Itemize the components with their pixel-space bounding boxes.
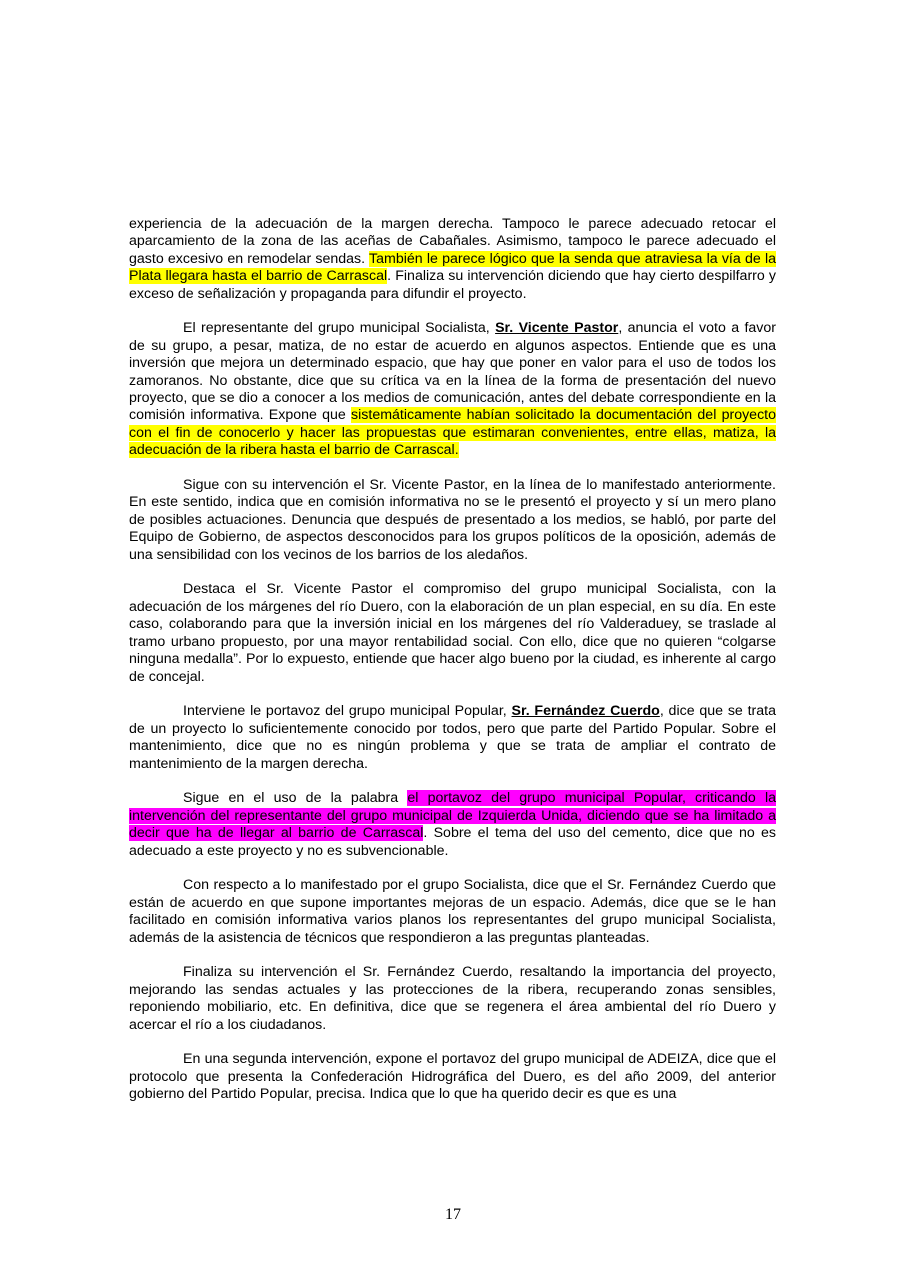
paragraph-7: Con respecto a lo manifestado por el grupo Socialista, dice que el Sr. Fernández Cuerdo que están de acuerdo en que supone importantes mejoras de un espacio. Además, dice que se le han facilitado en comisión informativa varios planos los representantes del grupo municipal Socialista, además de la asistencia de técnicos que respondieron a las preguntas planteadas. bbox=[129, 877, 776, 946]
paragraph-1 bbox=[129, 216, 776, 303]
page-number: 17 bbox=[445, 1206, 461, 1223]
highlighted-text: sistemáticamente habían solicitado la documentación del proyecto con el fin de conocerlo y hacer las propuestas que estimaran convenientes, entre ellas, matiza, la adecuación de la ribera hasta el barrio de Carrascal. bbox=[129, 407, 776, 459]
paragraph-text: . Finaliza su intervención diciendo que hay cierto despilfarro y exceso de señalización y propaganda para difundir el proyecto. bbox=[129, 268, 776, 302]
paragraph-text: El representante del grupo municipal Socialista, bbox=[183, 320, 496, 337]
paragraph-text: , anuncia el voto a favor de su grupo, a pesar, matiza, de no estar de acuerdo en algunos aspectos. Entiende que es una inversión que mejora un determinado espacio, que hay que poner en valor para el uso de todos los zamoranos. No obstante, dice que su crítica va en la línea de la forma de presentación del nuevo proyecto, que se dio a conocer a los medios de comunicación, antes del debate correspondiente en la comisión informativa. Expone que bbox=[129, 320, 777, 424]
paragraph-4: Destaca el Sr. Vicente Pastor el compromiso del grupo municipal Socialista, con la adecuación de los márgenes del río Duero, con la elaboración de un plan especial, en su día. En este caso, colaborando para que la inversión inicial en los márgenes del río Valderaduey, se traslade al tramo urbano propuesto, por una mayor rentabilidad social. Con ello, dice que no quieren “colgarse ninguna medalla”. Por lo expuesto, entiende que hacer algo bueno por la ciudad, es inherente al cargo de concejal. bbox=[129, 581, 776, 685]
paragraph-9: En una segunda intervención, expone el portavoz del grupo municipal de ADEIZA, dice que el protocolo que presenta la Confederación Hidrográfica del Duero, es del año 2009, del anterior gobierno del Partido Popular, precisa. Indica que lo que ha querido decir es que es una bbox=[129, 1051, 776, 1103]
paragraph-text: Interviene le portavoz del grupo municipal Popular, bbox=[183, 703, 512, 720]
paragraph-5 bbox=[129, 703, 776, 773]
paragraph-text: , dice que se trata de un proyecto lo suficientemente conocido por todos, pero que parte del Partido Popular. Sobre el mantenimiento, dice que no es ningún problema y que se trata de ampliar el contrato de mantenimiento de la margen derecha. bbox=[129, 703, 776, 772]
paragraph-6 bbox=[129, 790, 776, 860]
paragraph-text: Sigue en el uso de la palabra bbox=[183, 790, 408, 807]
speaker-name: Sr. Fernández Cuerdo bbox=[511, 703, 660, 720]
paragraph-3: Sigue con su intervención el Sr. Vicente Pastor, en la línea de lo manifestado anteriormente. En este sentido, indica que en comisión informativa no se le presentó el proyecto y sí un mero plano de posibles actuaciones. Denuncia que después de presentado a los medios, se habló, por parte del Equipo de Gobierno, de aspectos desconocidos para los grupos políticos de la oposición, además de una sensibilidad con los vecinos de los barrios de los aledaños. bbox=[129, 477, 776, 563]
paragraph-8: Finaliza su intervención el Sr. Fernández Cuerdo, resaltando la importancia del proyecto, mejorando las sendas actuales y las protecciones de la ribera, recuperando zonas sensibles, reponiendo mobiliario, etc. En definitiva, dice que se regenera el área ambiental del río Duero y acercar el río a los ciudadanos. bbox=[129, 964, 776, 1033]
paragraph-2 bbox=[129, 320, 776, 459]
highlighted-text: el portavoz del grupo municipal Popular, criticando la intervención del representante del grupo municipal de Izquierda Unida, diciendo que se ha limitado a decir que ha de llegar al barrio de Carrascal bbox=[129, 790, 776, 842]
paragraph-text: . Sobre el tema del uso del cemento, dice que no es adecuado a este proyecto y no es subvencionable. bbox=[129, 825, 776, 859]
speaker-name: Sr. Vicente Pastor bbox=[495, 320, 619, 337]
paragraph-text: experiencia de la adecuación de la margen derecha. Tampoco le parece adecuado retocar el aparcamiento de la zona de las aceñas de Cabañales. Asimismo, tampoco le parece adecuado el gasto excesivo en remodelar sendas. bbox=[129, 216, 776, 267]
document-body bbox=[129, 216, 776, 1121]
highlighted-text: También le parece lógico que la senda que atraviesa la vía de la Plata llegara hasta el barrio de Carrascal bbox=[129, 250, 776, 285]
